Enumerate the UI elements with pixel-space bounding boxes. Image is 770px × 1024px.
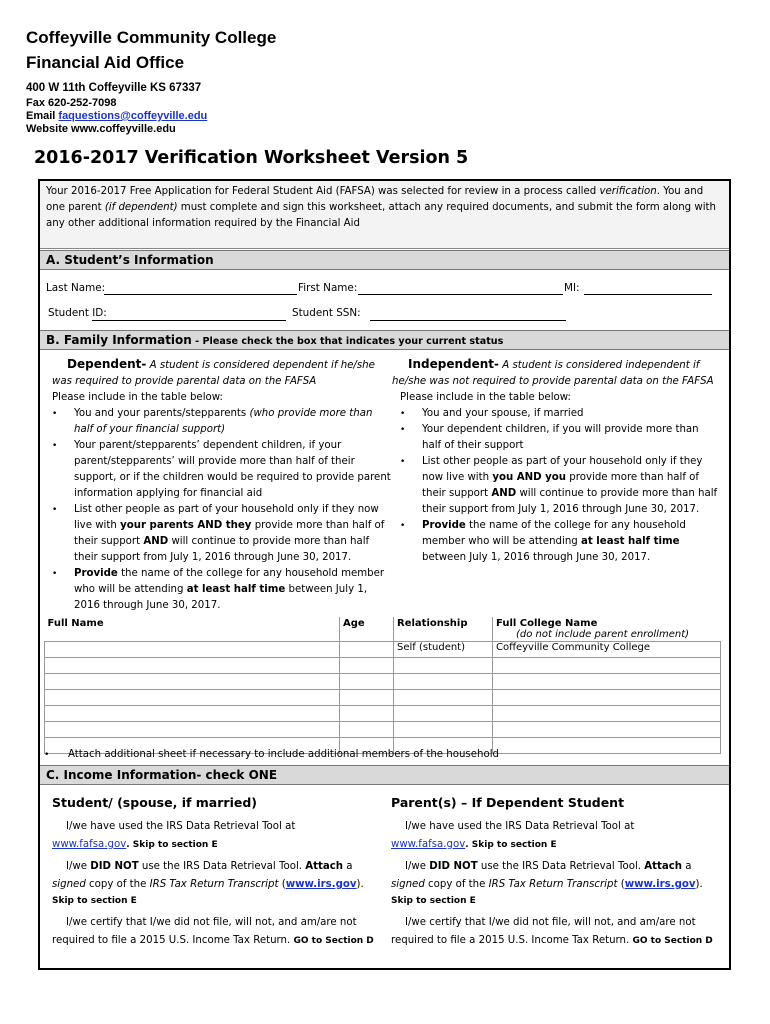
cell-relationship[interactable] (394, 658, 493, 674)
table-row (45, 706, 721, 722)
parent-option-3[interactable]: I/we certify that I/we did not file, will not, and am/are not (405, 917, 696, 928)
cell-college[interactable] (493, 658, 721, 674)
item-text: provide more than half of their support (74, 520, 385, 547)
col-college (493, 617, 721, 642)
section-b-header (40, 330, 729, 350)
col-college-note: (do not include parent enrollment) (516, 629, 690, 640)
independent-desc: he/she was not required to provide parental data on the FAFSA (392, 376, 714, 387)
cell-college[interactable] (493, 722, 721, 738)
intro-text (40, 181, 729, 249)
office-name: Financial Aid Office (26, 53, 185, 72)
intro-part: . You and one parent (46, 186, 704, 213)
independent-column (392, 356, 720, 566)
item-text: (who provide more than half of your financial support) (74, 408, 373, 435)
opt-text: ( (278, 879, 286, 890)
cell-age[interactable] (340, 706, 394, 722)
cell-relationship[interactable] (394, 722, 493, 738)
table-row (45, 642, 721, 658)
mi-input[interactable] (584, 294, 712, 295)
last-name-label: Last Name: (46, 282, 106, 294)
cell-name[interactable] (45, 658, 340, 674)
skip-note: . Skip to section E (465, 840, 557, 850)
dependent-include-label: Please include in the table below: (52, 392, 223, 403)
skip-note: . Skip to section E (126, 840, 218, 850)
intro-part: must complete and sign this worksheet, attach any required documents, and submit the form along with any other additional information required by the Financial Aid (46, 202, 716, 229)
independent-list (392, 406, 720, 566)
cell-relationship: Self (student) (394, 642, 493, 658)
item-text: List other people as part of your household only if they now live with (422, 456, 703, 483)
item-text: AND (491, 488, 517, 499)
opt-text: DID NOT (429, 861, 478, 872)
dependent-desc: A student is considered dependent if he/she (149, 360, 375, 371)
student-option-1[interactable]: I/we have used the IRS Data Retrieval Tool at (66, 821, 296, 832)
opt-text: ( (617, 879, 625, 890)
opt-text: use the IRS Data Retrieval Tool. (138, 861, 306, 872)
cell-name[interactable] (45, 690, 340, 706)
student-id-label: Student ID: (48, 307, 107, 319)
table-row (45, 658, 721, 674)
fafsa-link[interactable]: www.fafsa.gov (52, 839, 127, 850)
item-text: Provide (422, 520, 466, 531)
section-b-title: B. Family Information (46, 333, 192, 347)
col-relationship: Relationship (394, 617, 493, 642)
irs-link[interactable]: www.irs.gov (624, 879, 696, 890)
opt-text: ). (356, 879, 364, 890)
attach-note-text: • Attach additional sheet if necessary to include additional members of the household (44, 747, 724, 763)
skip-note: Skip to section E (391, 896, 476, 906)
intro-part: Your 2016-2017 Free Application for Federal Student Aid (FAFSA) was selected for review in a process called (46, 186, 600, 197)
item-text: will continue to provide more than half their support from July 1, 2016 through June 30, 2017. (422, 488, 718, 515)
cell-name[interactable] (45, 706, 340, 722)
opt-text: ). (695, 879, 703, 890)
list-item (52, 566, 392, 614)
independent-heading[interactable]: Independent- (408, 357, 499, 371)
worksheet-title: 2016-2017 Verification Worksheet Version 5 (34, 148, 469, 168)
cell-relationship[interactable] (394, 706, 493, 722)
item-text: at least half time (581, 536, 680, 547)
item-text: between July 1, 2016 through June 30, 2017. (74, 584, 368, 611)
opt-text: I/we (66, 861, 91, 872)
parent-income-column (391, 794, 726, 950)
fax: Fax 620-252-7098 (26, 97, 117, 109)
opt-text: copy of the (424, 879, 489, 890)
item-text: your parents AND they (120, 520, 252, 531)
student-id-input[interactable] (92, 320, 286, 321)
parent-income-heading: Parent(s) – If Dependent Student (391, 795, 625, 810)
dependent-column (52, 356, 392, 614)
list-item: • You and your spouse, if married (400, 406, 720, 422)
opt-text: copy of the (85, 879, 150, 890)
opt-text: a (343, 861, 353, 872)
list-item (52, 502, 392, 566)
cell-age[interactable] (340, 658, 394, 674)
parent-option-1[interactable]: I/we have used the IRS Data Retrieval Tool at (405, 821, 635, 832)
parent-option-2[interactable] (391, 858, 726, 876)
col-age: Age (340, 617, 394, 642)
opt-text: use the IRS Data Retrieval Tool. (477, 861, 645, 872)
item-text: Provide (74, 568, 118, 579)
opt-text: DID NOT (90, 861, 139, 872)
opt-text: I/we (405, 861, 430, 872)
irs-link[interactable]: www.irs.gov (285, 879, 357, 890)
col-full-name: Full Name (45, 617, 340, 642)
first-name-input[interactable] (358, 294, 563, 295)
section-c-header: C. Income Information- check ONE (40, 765, 729, 785)
table-row (45, 722, 721, 738)
table-row (45, 674, 721, 690)
cell-name[interactable] (45, 722, 340, 738)
cell-age[interactable] (340, 690, 394, 706)
dependent-heading[interactable]: Dependent- (67, 357, 147, 371)
student-option-3[interactable]: I/we certify that I/we did not file, will not, and am/are not (66, 917, 357, 928)
opt-text: signed (52, 879, 86, 890)
fafsa-link[interactable]: www.fafsa.gov (391, 839, 466, 850)
school-name: Coffeyville Community College (26, 28, 277, 47)
household-table (44, 617, 721, 754)
email-label: Email (26, 110, 59, 122)
website: Website www.coffeyville.edu (26, 123, 176, 135)
item-text: at least half time (186, 584, 286, 595)
cell-relationship[interactable] (394, 690, 493, 706)
student-income-heading: Student/ (spouse, if married) (52, 795, 257, 810)
cell-name[interactable] (45, 642, 340, 658)
list-item: • Your dependent children, if you will provide more than half of their support (400, 422, 720, 454)
item-text: you AND you (492, 472, 567, 483)
opt-text: a (682, 861, 692, 872)
cell-age[interactable] (340, 674, 394, 690)
cell-college[interactable] (493, 674, 721, 690)
item-text: AND (143, 536, 169, 547)
dependent-list (52, 406, 392, 614)
item-text: the name of the college for any household member who will be attending (74, 568, 385, 595)
go-note: GO to Section D (632, 936, 713, 946)
last-name-input[interactable] (104, 294, 297, 295)
cell-college[interactable] (493, 706, 721, 722)
item-text: You and your parents/stepparents (74, 408, 250, 419)
opt-text: signed (391, 879, 425, 890)
opt-text: Attach (644, 861, 683, 872)
cell-name[interactable] (45, 674, 340, 690)
dependent-desc: was required to provide parental data on the FAFSA (52, 376, 317, 387)
intro-verification: verification (599, 186, 657, 197)
col-college-label: Full College Name (496, 618, 598, 629)
table-row (45, 690, 721, 706)
section-a-header: A. Student’s Information (40, 250, 729, 270)
mi-label: MI: (564, 282, 580, 294)
independent-desc: A student is considered independent if (502, 360, 700, 371)
student-ssn-input[interactable] (370, 320, 566, 321)
go-note: GO to Section D (293, 936, 374, 946)
student-option-2[interactable] (52, 858, 387, 876)
independent-include-label: Please include in the table below: (400, 392, 571, 403)
item-text: the name of the college for any household member who will be attending (422, 520, 686, 547)
table-header-row (45, 617, 721, 642)
opt-text: required to file a 2015 U.S. Income Tax Return. (391, 935, 633, 946)
cell-relationship[interactable] (394, 674, 493, 690)
cell-age[interactable] (340, 722, 394, 738)
opt-text: required to file a 2015 U.S. Income Tax Return. (52, 935, 294, 946)
cell-college: Coffeyville Community College (493, 642, 721, 658)
list-item (52, 406, 392, 438)
section-b-subtitle: - Please check the box that indicates your current status (191, 336, 504, 347)
item-text: between July 1, 2016 through June 30, 2017. (422, 552, 651, 563)
item-text: provide more than half of their support (422, 472, 699, 499)
email-line (26, 110, 207, 123)
list-item (400, 454, 720, 518)
opt-text: IRS Tax Return Transcript (149, 879, 279, 890)
student-ssn-label: Student SSN: (292, 307, 361, 319)
cell-college[interactable] (493, 690, 721, 706)
address: 400 W 11th Coffeyville KS 67337 (26, 82, 202, 94)
skip-note: Skip to section E (52, 896, 137, 906)
item-text: will continue to provide more than half their support from July 1, 2016 through June 30, 2017. (74, 536, 370, 563)
intro-if-dependent: (if dependent) (104, 202, 178, 213)
attach-note (44, 747, 724, 763)
opt-text: Attach (305, 861, 344, 872)
email-link[interactable]: faquestions@coffeyville.edu (58, 110, 208, 122)
list-item: • Your parent/stepparents’ dependent children, if your parent/stepparents’ will provide more than half of their support, or if the children would be required to provide parent information applying for financial aid (52, 438, 392, 502)
opt-text: IRS Tax Return Transcript (488, 879, 618, 890)
cell-age[interactable] (340, 642, 394, 658)
list-item (400, 518, 720, 566)
student-income-column (52, 794, 387, 950)
first-name-label: First Name: (298, 282, 358, 294)
item-text: List other people as part of your household only if they now live with (74, 504, 379, 531)
